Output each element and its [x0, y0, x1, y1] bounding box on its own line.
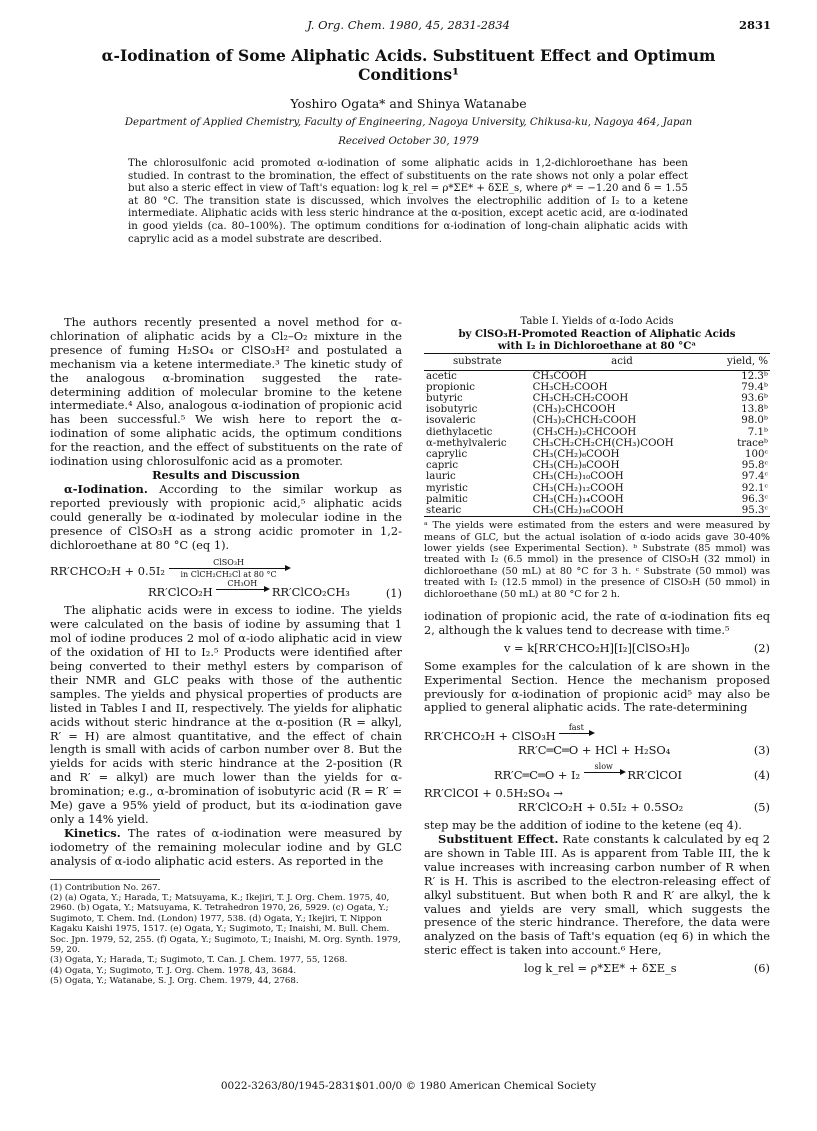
- cell-acid: CH₃CH₂CH₂COOH: [532, 392, 629, 404]
- eq2-expression: v = k[RR′CHCO₂H][I₂][ClSO₃H]₀: [504, 640, 690, 655]
- eq1-conditions: in ClCH₂CH₂Cl at 80 °C: [180, 570, 277, 580]
- cell-yield: 93.6ᵇ: [741, 392, 768, 404]
- cell-substrate: butyric: [426, 392, 463, 404]
- eq3-number: (3): [753, 743, 770, 758]
- cell-substrate: diethylacetic: [426, 426, 493, 438]
- cell-acid: (CH₃)₂CHCOOH: [532, 404, 616, 416]
- equation-5: [424, 787, 770, 815]
- cell-substrate: lauric: [426, 471, 456, 483]
- cell-acid: CH₃(CH₂)₁₂COOH: [532, 482, 624, 494]
- cell-yield: 98.0ᵇ: [741, 415, 768, 427]
- eq3-label: fast: [568, 723, 584, 733]
- table-row: [424, 393, 770, 404]
- table-row: [424, 494, 770, 505]
- cell-substrate: palmitic: [426, 493, 468, 505]
- yields-table: [424, 353, 770, 518]
- article-title: α-Iodination of Some Aliphatic Acids. Substituent Effect and Optimum Conditions¹: [101, 46, 716, 84]
- cell-substrate: isovaleric: [426, 415, 476, 427]
- abstract: The chlorosulfonic acid promoted α-iodination of some aliphatic acids in 1,2-dichloroethane has been studied. In contrast to the bromination, the effect of substituents on the rate shows not only a polar effect but also a steric effect in view of Taft's equation: log k_rel = ρ*ΣE* + δΣE_s, where ρ* = −1.20 and δ = 1.55 at 80 °C. The transition state is discussed, which involves the electrophilic addition of I₂ to a ketene intermediate. Aliphatic acids with less steric hindrance at the α-position, except acetic acid, are α-iodinated in good yields (ca. 80–100%). The optimum conditions for α-iodination of long-chain aliphatic acids with caprylic acid as a model substrate are described.: [128, 158, 688, 245]
- table-row: [424, 460, 770, 471]
- footnote-3: (3) Ogata, Y.; Harada, T.; Sugimoto, T. Can. J. Chem. 1977, 55, 1268.: [50, 955, 348, 966]
- eq1-reactants: RR′CHCO₂H + 0.5I₂: [50, 564, 165, 579]
- cell-yield: 92.1ᶜ: [741, 482, 768, 494]
- cell-acid: (CH₃CH₂)₂CHCOOH: [532, 426, 637, 438]
- cell-acid: CH₃(CH₂)₆COOH: [532, 448, 620, 460]
- header-yield: yield, %: [713, 353, 770, 370]
- footnote-4: (4) Ogata, Y.; Sugimoto, T. J. Org. Chem. 1978, 43, 3684.: [50, 965, 297, 976]
- eq5-number: (5): [753, 800, 770, 815]
- table-header-row: [424, 353, 770, 370]
- kinetics-heading: Kinetics.: [64, 825, 121, 840]
- substituent-text: Rate constants k calculated by eq 2 are shown in Table III. As is apparent from Table III, the k value increases with increasing carbon number of R when R′ is H. This is ascribed to the electron-releasing effect of alkyl substituent. But when both R and R′ are alkyl, the k values and yields are very small, which suggests the presence of the steric hindrance. Therefore, the data were analyzed on the basis of Taft's equation (eq 6) in which the steric effect is taken into account.⁶ Here,: [424, 831, 771, 958]
- kinetics-paragraph: [50, 827, 402, 869]
- cell-acid: CH₃CH₂COOH: [532, 381, 608, 393]
- eq1-arrow-1: [169, 558, 289, 579]
- cell-substrate: propionic: [426, 381, 475, 393]
- running-header: [0, 18, 817, 34]
- table-row: [424, 415, 770, 426]
- table-row: [424, 404, 770, 415]
- eq1-reagent: ClSO₃H: [213, 558, 244, 568]
- eq1-reagent-2: CH₃OH: [227, 579, 258, 589]
- left-column: [50, 316, 402, 987]
- cell-acid: CH₃(CH₂)₈COOH: [532, 460, 620, 472]
- table-title-line-1: Table I. Yields of α-Iodo Acids: [520, 316, 674, 327]
- eq2-number: (2): [753, 640, 770, 655]
- footnote-rule: [50, 879, 160, 880]
- cell-yield: 13.8ᵇ: [741, 404, 768, 416]
- cell-yield: traceᵇ: [737, 437, 768, 449]
- iodination-text: According to the similar workup as reported previously with propionic acid,⁵ aliphatic acids could generally be α-iodinated by molecular iodine in the presence of ClSO₃H as a strong acidic promoter in 1,2-dichloroethane at 80 °C (eq 1).: [50, 481, 403, 552]
- substituent-heading: Substituent Effect.: [438, 831, 559, 846]
- table-row: [424, 370, 770, 382]
- equation-6: [424, 962, 770, 976]
- substituent-paragraph: [424, 833, 770, 958]
- iodination-heading: α-Iodination.: [64, 481, 148, 496]
- cell-substrate: caprylic: [426, 448, 468, 460]
- eq4-number: (4): [753, 768, 770, 783]
- eq6-expression: log k_rel = ρ*ΣE* + δΣE_s: [524, 961, 677, 976]
- kinetics-text: The rates of α-iodination were measured by iodometry of the remaining molecular iodine and by GLC analysis of α-iodo aliphatic acid esters. As reported in the: [50, 825, 402, 868]
- table-row: [424, 449, 770, 460]
- table-row: [424, 382, 770, 393]
- affiliation: Department of Applied Chemistry, Faculty of Engineering, Nagoya University, Chikusa-ku, Nagoya 464, Japan: [124, 117, 693, 128]
- eq1-number: (1): [385, 585, 402, 600]
- footnote-5: (5) Ogata, Y.; Watanabe, S. J. Org. Chem. 1979, 44, 2768.: [50, 976, 299, 987]
- cell-acid: CH₃(CH₂)₁₆COOH: [531, 505, 714, 517]
- eq4-product: RR′ClCOI: [627, 768, 682, 783]
- cell-yield: 97.4ᶜ: [741, 471, 768, 483]
- eq3-arrow: [559, 723, 593, 744]
- eq4-reactants: RR′C═C═O + I₂: [494, 768, 581, 783]
- authors: Yoshiro Ogata* and Shinya Watanabe: [290, 96, 527, 111]
- received-date: Received October 30, 1979: [338, 136, 479, 147]
- cell-yield: 96.3ᶜ: [741, 493, 768, 505]
- intro-paragraph: The authors recently presented a novel method for α-chlorination of aliphatic acids by a Cl₂–O₂ mixture in the presence of fuming H₂SO₄ or ClSO₃H² and postulated a mechanism via a ketene intermediate.³ The kinetic study of the analogous α-bromination suggested the rate-determining addition of molecular bromine to the ketene intermediate.⁴ Also, analogous α-iodination of propionic acid has been successful.⁵ We wish here to report the α-iodination of some aliphatic acids, the optimum conditions for the reaction, and the effect of substituents on the rate of iodination using chlorosulfonic acid as a promoter.: [50, 315, 402, 469]
- table-row: [424, 427, 770, 438]
- eq5-products: RR′ClCO₂H + 0.5I₂ + 0.5SO₂: [518, 800, 684, 815]
- header-substrate: substrate: [424, 353, 531, 370]
- ketene-step-paragraph: step may be the addition of iodine to the ketene (eq 4).: [424, 818, 742, 833]
- cell-yield: 95.3ᶜ: [713, 505, 770, 517]
- equation-3: [424, 723, 770, 758]
- cell-yield: 79.4ᵇ: [741, 381, 768, 393]
- cell-substrate: stearic: [424, 505, 531, 517]
- cell-yield: 12.3ᵇ: [741, 370, 768, 382]
- cell-substrate: α-methylvaleric: [426, 437, 507, 449]
- eq1-arrow-2: [216, 579, 268, 600]
- equation-2: [424, 642, 770, 656]
- equation-4: [424, 762, 770, 783]
- eq1-intermediate: RR′ClCO₂H: [148, 585, 213, 600]
- eq6-number: (6): [753, 961, 770, 976]
- cell-acid: (CH₃)₂CHCH₂COOH: [532, 415, 637, 427]
- yields-paragraph: The aliphatic acids were in excess to iodine. The yields were calculated on the basis of iodine by assuming that 1 mol of iodine produces 2 mol of α-iodo aliphatic acid in view of the oxidation of HI to I₂.⁵ Products were identified after being converted to their methyl esters by comparison of their NMR and GLC peaks with those of the authentic samples. The yields and physical properties of products are listed in Tables I and II, respectively. The yields for aliphatic acids without steric hindrance at the α-position (R = alkyl, R′ = H) are almost quantitative, and the effect of chain length is small with acids of carbon number over 8. But the yields for acids with steric hindrance at the 2-position (R and R′ = alkyl) are much lower than the yields for α-bromination; e.g., α-bromination of isobutyric acid (R = R′ = Me) gave a 95% yield of product, but its α-iodination gave only a 14% yield.: [50, 603, 402, 826]
- cell-substrate: myristic: [426, 482, 468, 494]
- eq1-product: RR′ClCO₂CH₃: [271, 585, 350, 600]
- copyright-footer: 0022-3263/80/1945-2831$01.00/0 © 1980 American Chemical Society: [220, 1080, 597, 1092]
- cell-substrate: acetic: [426, 370, 457, 382]
- mechanism-paragraph: Some examples for the calculation of k are shown in the Experimental Section. Hence the mechanism proposed previously for α-iodination of propionic acid⁵ may also be applied to general aliphatic acids. The rate-determining: [424, 658, 770, 715]
- right-column: [424, 316, 770, 980]
- table-title: [424, 316, 770, 353]
- cell-yield: 100ᶜ: [745, 448, 768, 460]
- cell-acid: CH₃CH₂CH₂CH(CH₃)COOH: [532, 437, 674, 449]
- footnote-1: (1) Contribution No. 267.: [50, 882, 161, 893]
- cell-acid: CH₃COOH: [532, 370, 587, 382]
- table-row: [424, 505, 770, 517]
- cell-yield: 7.1ᵇ: [747, 426, 768, 438]
- table-row: [424, 471, 770, 482]
- footnote-2: (2) (a) Ogata, Y.; Harada, T.; Matsuyama, K.; Ikejiri, T. J. Org. Chem. 1975, 40, 2960. (b) Ogata, Y.; Matsuyama, K. Tetrahedron 1970, 26, 5929. (c) Ogata, Y.; Sugimoto, T. Chem. Ind. (London) 1977, 538. (d) Ogata, Y.; Ikejiri, T. Nippon Kagaku Kaishi 1975, 1517. (e) Ogata, Y.; Sugimoto, T.; Inaishi, M. Bull. Chem. Soc. Jpn. 1979, 52, 255. (f) Ogata, Y.; Sugimoto, T.; Inaishi, M. Org. Synth. 1979, 59, 20.: [50, 893, 401, 956]
- section-heading: Results and Discussion: [152, 467, 300, 482]
- table-footnote: ᵃ The yields were estimated from the esters and were measured by means of GLC, but the actual isolation of α-iodo acids gave 30-40% lower yields (see Experimental Section). ᵇ Substrate (85 mmol) was treated with I₂ (6.5 mmol) in the presence of ClSO₃H (32 mmol) in dichloroethane (50 mL) at 80 °C for 3 h. ᶜ Substrate (50 mmol) was treated with I₂ (12.5 mmol) in the presence of ClSO₃H (50 mmol) in dichloroethane (50 mL) at 80 °C for 2 h.: [424, 520, 770, 600]
- eq3-products: RR′C═C═O + HCl + H₂SO₄: [518, 743, 671, 758]
- table-title-line-2: by ClSO₃H-Promoted Reaction of Aliphatic Acids: [458, 328, 736, 341]
- journal-citation: J. Org. Chem. 1980, 45, 2831-2834: [307, 18, 510, 32]
- header-acid: acid: [531, 353, 714, 370]
- eq3-reactants: RR′CHCO₂H + ClSO₃H: [424, 729, 556, 744]
- eq4-label: slow: [594, 762, 613, 772]
- cell-acid: CH₃(CH₂)₁₄COOH: [532, 493, 624, 505]
- eq4-arrow: [584, 762, 624, 783]
- table-title-line-3: with I₂ in Dichloroethane at 80 °Cᵃ: [497, 340, 697, 353]
- table-row: [424, 483, 770, 494]
- eq5-reactants: RR′ClCOI + 0.5H₂SO₄ →: [424, 786, 563, 801]
- equation-1: [50, 558, 402, 600]
- cell-yield: 95.8ᶜ: [741, 460, 768, 472]
- page-number: 2831: [738, 18, 771, 32]
- cell-substrate: isobutyric: [426, 404, 478, 416]
- table-row: [424, 438, 770, 449]
- cell-acid: CH₃(CH₂)₁₀COOH: [532, 471, 624, 483]
- iodination-paragraph: [50, 483, 402, 553]
- rate-paragraph: iodination of propionic acid, the rate of α-iodination fits eq 2, although the k values tend to decrease with time.⁵: [424, 609, 770, 637]
- cell-substrate: capric: [426, 460, 459, 472]
